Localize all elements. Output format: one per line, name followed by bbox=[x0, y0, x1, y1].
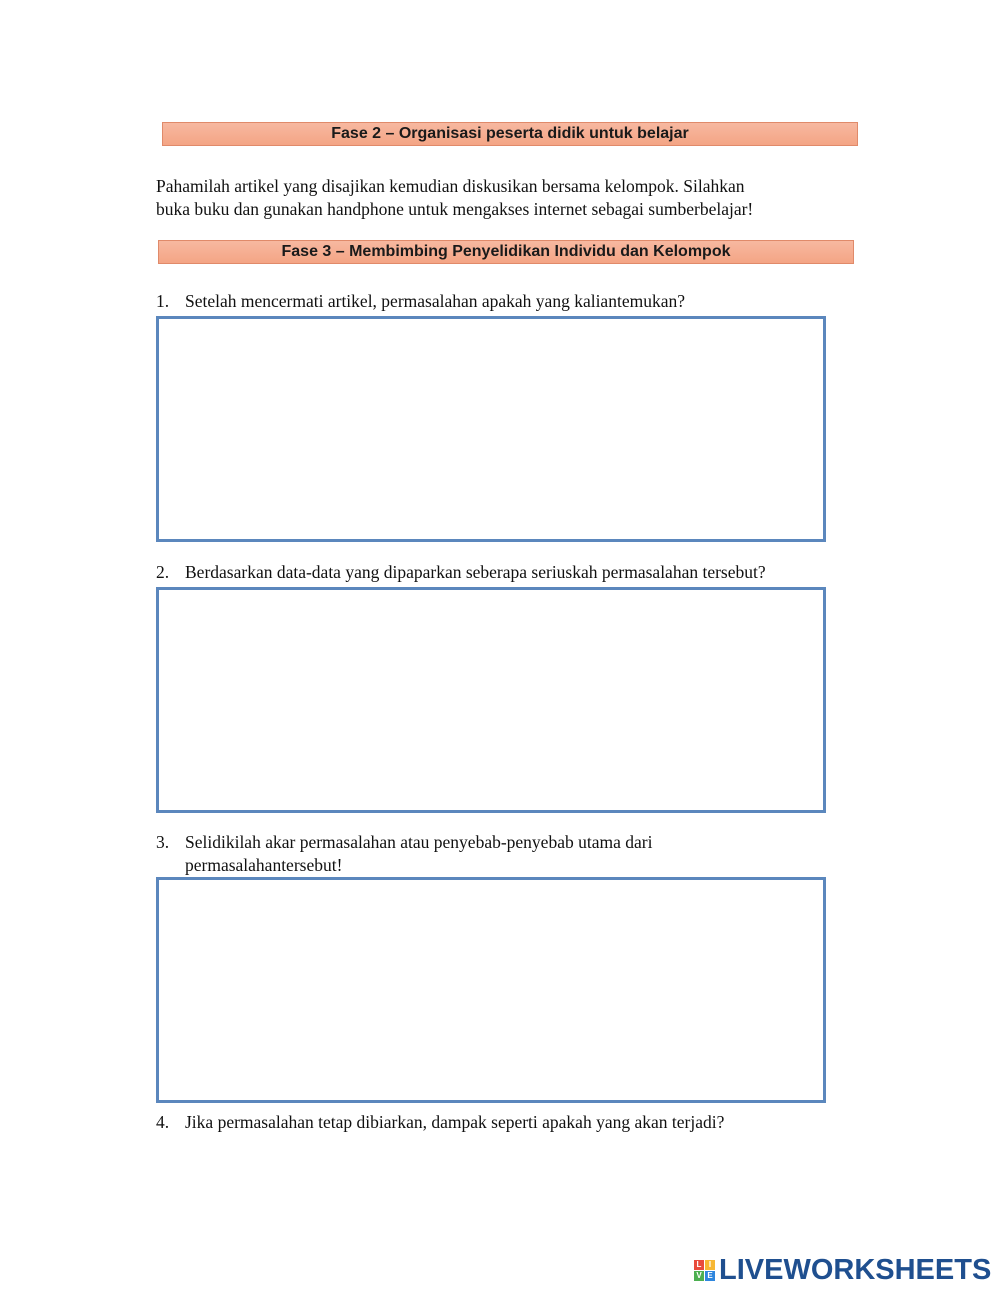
answer-box-1[interactable] bbox=[156, 316, 826, 542]
question-number: 2. bbox=[156, 562, 170, 582]
question-2 bbox=[156, 561, 856, 584]
intro-line-1: Pahamilah artikel yang disajikan kemudian diskusikan bersama kelompok. Silahkan bbox=[156, 176, 745, 196]
question-text: Berdasarkan data-data yang dipaparkan seberapa seriuskah permasalahan tersebut? bbox=[185, 562, 766, 582]
answer-box-3[interactable] bbox=[156, 877, 826, 1103]
answer-box-2[interactable] bbox=[156, 587, 826, 813]
intro-line-2: buka buku dan gunakan handphone untuk mengakses internet sebagai sumberbelajar! bbox=[156, 199, 754, 219]
question-text-line-1: Selidikilah akar permasalahan atau penyebab-penyebab utama dari bbox=[185, 832, 653, 852]
question-1 bbox=[156, 290, 856, 313]
liveworksheets-logo[interactable] bbox=[694, 1254, 991, 1286]
question-3 bbox=[156, 831, 856, 877]
phase-3-header: Fase 3 – Membimbing Penyelidikan Individu dan Kelompok bbox=[158, 240, 854, 264]
question-number: 4. bbox=[156, 1112, 170, 1132]
question-number: 3. bbox=[156, 832, 170, 852]
question-text-line-2: permasalahantersebut! bbox=[185, 855, 343, 875]
question-4 bbox=[156, 1111, 856, 1134]
question-text bbox=[185, 831, 856, 877]
intro-paragraph bbox=[156, 175, 846, 221]
logo-badge-icon: L I V E bbox=[694, 1260, 715, 1281]
question-text: Jika permasalahan tetap dibiarkan, dampak seperti apakah yang akan terjadi? bbox=[185, 1112, 725, 1132]
phase-2-header: Fase 2 – Organisasi peserta didik untuk belajar bbox=[162, 122, 858, 146]
question-number: 1. bbox=[156, 291, 170, 311]
question-text: Setelah mencermati artikel, permasalahan apakah yang kaliantemukan? bbox=[185, 291, 685, 311]
logo-text: LIVEWORKSHEETS bbox=[719, 1253, 992, 1286]
